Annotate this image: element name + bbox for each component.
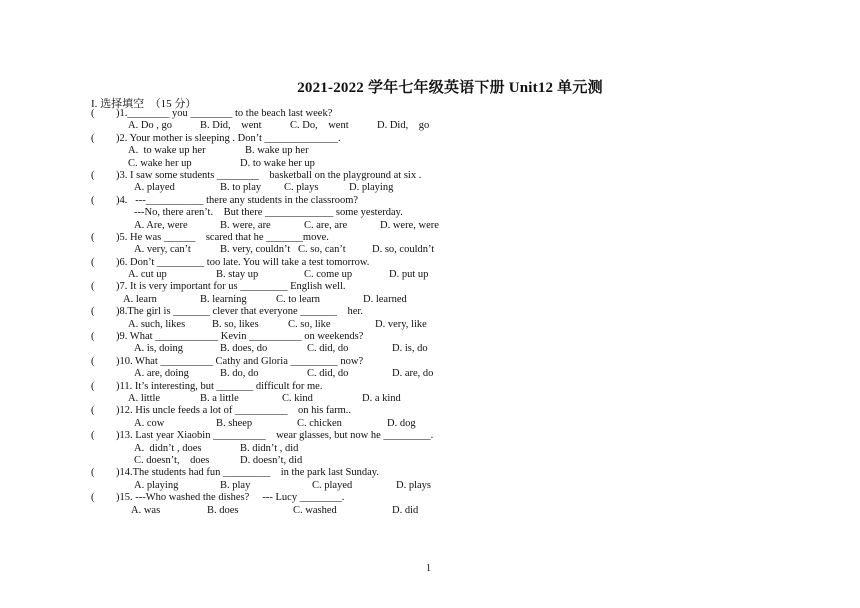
answer-blank: (: [91, 108, 95, 119]
answer-option: C. wake her up: [128, 157, 192, 169]
answer-option: B. so, likes: [212, 318, 259, 330]
question-row: [91, 492, 791, 504]
answer-option: B. play: [220, 479, 251, 491]
question-row: [91, 170, 791, 182]
answer-option: B. does: [207, 504, 239, 516]
answer-option: D. plays: [396, 479, 431, 491]
question-row: [91, 430, 791, 442]
question-row: [91, 467, 791, 479]
answer-blank: (: [91, 194, 95, 206]
answer-option: A. played: [134, 182, 175, 194]
answer-blank: (: [91, 132, 95, 144]
options-row: [91, 207, 791, 219]
answer-option: A. is, doing: [134, 343, 184, 355]
answer-blank: (: [91, 355, 95, 367]
answer-option: B. didn’t , did: [240, 442, 299, 454]
options-row: [91, 480, 791, 492]
answer-option: D. dog: [387, 417, 416, 429]
options-row: [91, 368, 791, 380]
answer-blank: (: [91, 405, 95, 417]
answer-option: D. are, do: [392, 368, 434, 380]
question-text: )2. Your mother is sleeping . Don’t ______________.: [116, 132, 341, 144]
answer-option: A. Are, were: [134, 219, 188, 231]
options-row: [91, 443, 791, 455]
section-heading: I. 选择填空 （15 分）: [91, 98, 197, 110]
answer-option: B. a little: [200, 392, 239, 404]
options-row: [91, 244, 791, 256]
answer-option: C. to learn: [276, 293, 321, 305]
answer-option: A. are, doing: [134, 368, 189, 380]
question-row: [91, 356, 791, 368]
question-text: )11. It’s interesting, but _______ difficult for me.: [116, 380, 323, 392]
answer-option: C. played: [312, 479, 353, 491]
answer-option: C. chicken: [297, 417, 342, 429]
answer-option: A. cut up: [128, 269, 167, 281]
options-row: [91, 393, 791, 405]
options-row: [91, 120, 791, 132]
question-row: [91, 405, 791, 417]
answer-option: B. learning: [200, 293, 247, 305]
question-text: )7. It is very important for us _________ English well.: [116, 281, 346, 293]
question-list: [91, 108, 791, 517]
answer-blank: (: [91, 231, 95, 243]
answer-option: A. such, likes: [128, 318, 186, 330]
answer-option: A. learn: [123, 293, 157, 305]
answer-option: A. didn’t , does: [134, 442, 202, 454]
question-row: [91, 232, 791, 244]
options-row: [91, 294, 791, 306]
answer-blank: (: [91, 467, 95, 479]
answer-blank: (: [91, 331, 95, 343]
answer-option: C. come up: [304, 269, 353, 281]
answer-option: C. doesn’t, does: [134, 454, 210, 466]
options-row: [91, 505, 791, 517]
options-row: [91, 145, 791, 157]
question-text: )13. Last year Xiaobin __________ wear glasses, but now he _________.: [116, 430, 434, 442]
question-text: )8.The girl is _______ clever that everyone _______ her.: [116, 306, 363, 318]
answer-option: D. so, couldn’t: [372, 244, 435, 256]
question-text: )14.The students had fun _________ in the park last Sunday.: [116, 467, 379, 479]
question-row: [91, 133, 791, 145]
question-text: )5. He was ______ scared that he _______move.: [116, 231, 329, 243]
answer-option: ---No, there aren’t. But there _____________ some yesterday.: [134, 207, 403, 219]
question-text: )15. ---Who washed the dishes? --- Lucy ________.: [116, 492, 345, 504]
options-row: [91, 269, 791, 281]
answer-option: B. stay up: [216, 269, 259, 281]
question-row: [91, 306, 791, 318]
answer-option: D. a kind: [362, 392, 401, 404]
question-row: [91, 257, 791, 269]
answer-option: D. is, do: [392, 343, 428, 355]
options-row: [91, 418, 791, 430]
answer-option: A. playing: [134, 479, 179, 491]
question-row: [91, 281, 791, 293]
answer-option: B. Did, went: [200, 120, 262, 132]
page-title: 2021-2022 学年七年级英语下册 Unit12 单元测: [297, 80, 603, 96]
answer-option: B. wake up her: [245, 145, 309, 157]
question-text: )3. I saw some students ________ basketball on the playground at six .: [116, 169, 422, 181]
answer-blank: (: [91, 256, 95, 268]
answer-blank: (: [91, 306, 95, 318]
page-number: 1: [426, 563, 431, 574]
answer-option: B. were, are: [220, 219, 271, 231]
answer-option: D. were, were: [380, 219, 439, 231]
question-text: )1.________ you ________ to the beach last week?: [116, 108, 333, 119]
answer-option: C. washed: [293, 504, 337, 516]
answer-option: C. plays: [284, 182, 319, 194]
answer-blank: (: [91, 380, 95, 392]
answer-option: D. did: [392, 504, 419, 516]
answer-option: C. so, can’t: [298, 244, 346, 256]
options-row: [91, 343, 791, 355]
question-row: [91, 195, 791, 207]
answer-option: D. put up: [389, 269, 429, 281]
answer-option: C. did, do: [307, 368, 349, 380]
answer-option: D. very, like: [375, 318, 427, 330]
options-row: [91, 319, 791, 331]
options-row: [91, 455, 791, 467]
answer-option: C. so, like: [288, 318, 331, 330]
answer-option: D. doesn’t, did: [240, 454, 303, 466]
answer-option: B. sheep: [216, 417, 253, 429]
question-row: [91, 108, 791, 120]
answer-option: A. Do , go: [128, 120, 173, 132]
answer-blank: (: [91, 169, 95, 181]
question-text: )10. What __________ Cathy and Gloria _________ now?: [116, 355, 364, 367]
answer-option: D. learned: [363, 293, 407, 305]
answer-option: A. to wake up her: [128, 145, 206, 157]
question-text: )4. ---___________ there any students in the classroom?: [116, 194, 359, 206]
question-row: [91, 381, 791, 393]
answer-option: A. was: [131, 504, 161, 516]
answer-option: D. playing: [349, 182, 394, 194]
answer-option: B. does, do: [220, 343, 268, 355]
answer-option: A. very, can’t: [134, 244, 191, 256]
answer-option: B. do, do: [220, 368, 259, 380]
question-text: )6. Don’t _________ too late. You will take a test tomorrow.: [116, 256, 370, 268]
question-row: [91, 331, 791, 343]
options-row: [91, 182, 791, 194]
answer-option: C. Do, went: [290, 120, 349, 132]
answer-option: B. to play: [220, 182, 262, 194]
question-text: )9. What ____________ Kevin __________ on weekends?: [116, 331, 364, 343]
answer-option: D. Did, go: [377, 120, 430, 132]
answer-option: D. to wake her up: [240, 157, 315, 169]
answer-option: C. are, are: [304, 219, 348, 231]
answer-blank: (: [91, 492, 95, 504]
answer-blank: (: [91, 430, 95, 442]
answer-option: B. very, couldn’t: [220, 244, 291, 256]
options-row: [91, 158, 791, 170]
question-text: )12. His uncle feeds a lot of __________ on his farm..: [116, 405, 352, 417]
answer-option: C. did, do: [307, 343, 349, 355]
answer-blank: (: [91, 281, 95, 293]
answer-option: A. cow: [134, 417, 165, 429]
answer-option: A. little: [128, 392, 161, 404]
options-row: [91, 220, 791, 232]
answer-option: C. kind: [282, 392, 313, 404]
